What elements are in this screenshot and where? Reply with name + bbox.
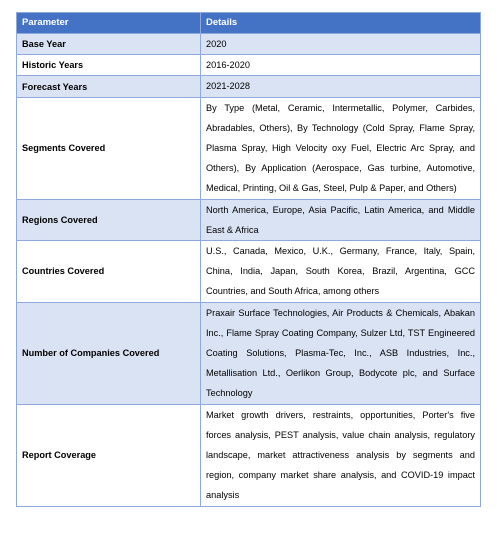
- table-row-segments-covered: [17, 97, 481, 199]
- column-header-parameter: Parameter: [17, 13, 201, 34]
- row-details: 2021-2028: [201, 76, 481, 97]
- row-details: U.S., Canada, Mexico, U.K., Germany, France, Italy, Spain, China, India, Japan, South Korea, Brazil, Argentina, GCC Countries, and South Africa, among others: [201, 241, 481, 303]
- row-details: Praxair Surface Technologies, Air Products & Chemicals, Abakan Inc., Flame Spray Coating Company, Sulzer Ltd, TST Engineered Coating Solutions, Plasma-Tec, Inc., ASB Industries, Inc., Metallisation Ltd., Oerlikon Group, Bodycote plc, and Surface Technology: [201, 302, 481, 404]
- table-row-regions-covered: [17, 199, 481, 240]
- row-parameter: Number of Companies Covered: [17, 302, 201, 404]
- row-parameter: Segments Covered: [17, 97, 201, 199]
- row-parameter: Base Year: [17, 34, 201, 55]
- row-details: 2016-2020: [201, 55, 481, 76]
- report-scope-table: [16, 12, 481, 507]
- table-row-historic-years: [17, 55, 481, 76]
- table-row-forecast-years: [17, 76, 481, 97]
- row-details: 2020: [201, 34, 481, 55]
- table-row-countries-covered: [17, 241, 481, 303]
- table-row-base-year: [17, 34, 481, 55]
- table-row-companies-covered: [17, 302, 481, 404]
- row-parameter: Historic Years: [17, 55, 201, 76]
- table-row-report-coverage: [17, 404, 481, 506]
- row-parameter: Countries Covered: [17, 241, 201, 303]
- row-details: By Type (Metal, Ceramic, Intermetallic, Polymer, Carbides, Abradables, Others), By Technology (Cold Spray, Flame Spray, Plasma Spray, High Velocity oxy Fuel, Electric Arc Spray, and Others), By Application (Aerospace, Gas turbine, Automotive, Medical, Printing, Oil & Gas, Steel, Pulp & Paper, and Others): [201, 97, 481, 199]
- column-header-details: Details: [201, 13, 481, 34]
- row-parameter: Forecast Years: [17, 76, 201, 97]
- table-header-row: [17, 13, 481, 34]
- row-parameter: Regions Covered: [17, 199, 201, 240]
- row-details: Market growth drivers, restraints, opportunities, Porter's five forces analysis, PEST analysis, value chain analysis, regulatory landscape, market attractiveness analysis by segments and region, company market share analysis, and COVID-19 impact analysis: [201, 404, 481, 506]
- report-scope-table-container: [16, 12, 480, 507]
- row-parameter: Report Coverage: [17, 404, 201, 506]
- row-details: North America, Europe, Asia Pacific, Latin America, and Middle East & Africa: [201, 199, 481, 240]
